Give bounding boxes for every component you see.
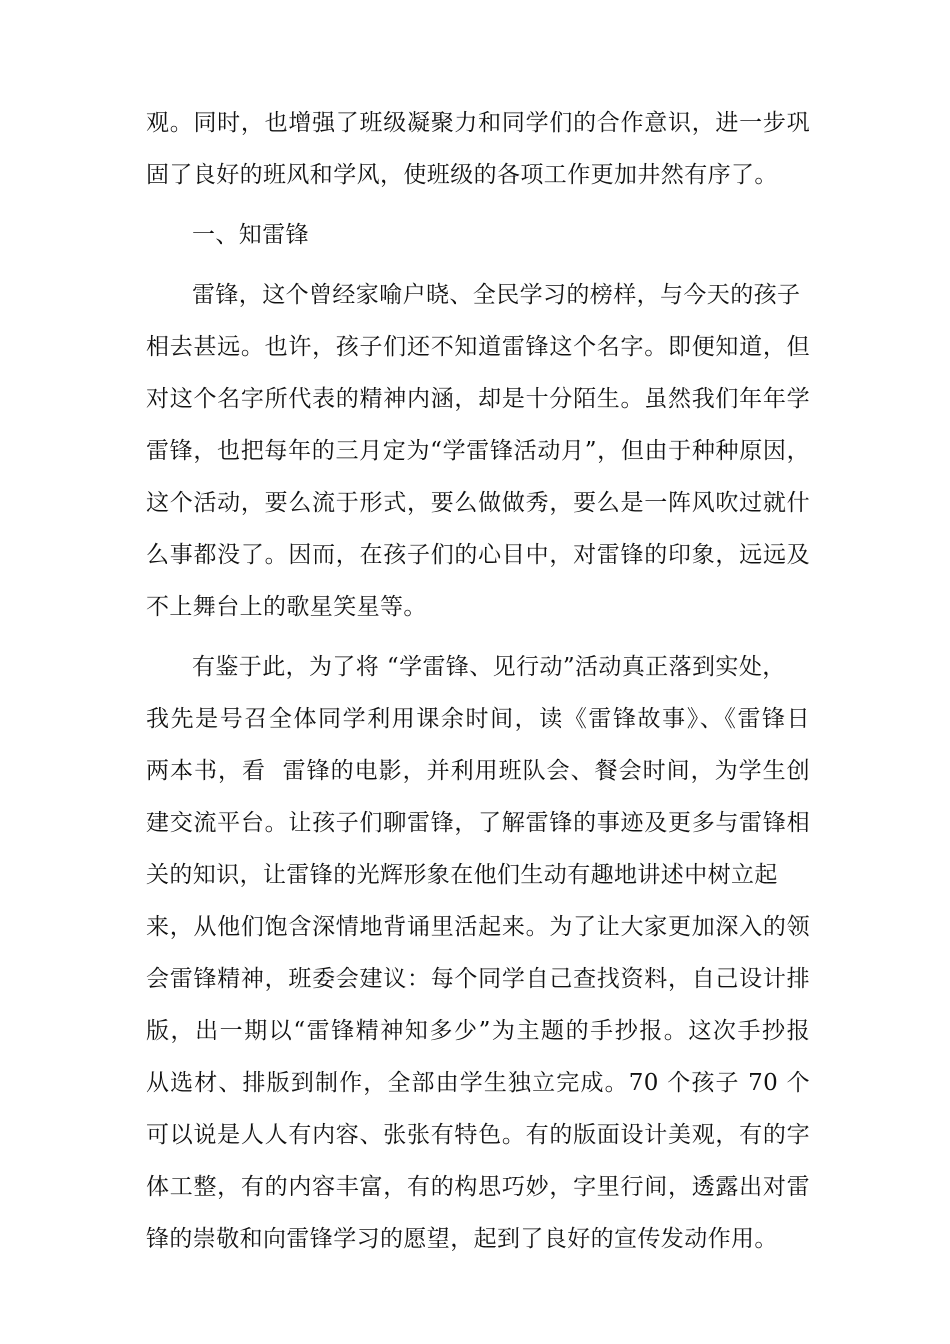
text-line: 相去甚远。也许，孩子们还不知道雷锋这个名字。即便知道，但 <box>146 334 810 360</box>
text-line: 雷锋，这个曾经家喻户晓、全民学习的榜样，与今天的孩子 <box>192 282 801 308</box>
intro-paragraph <box>146 97 810 201</box>
text-line: 可以说是人人有内容、张张有特色。有的版面设计美观，有的字 <box>146 1122 810 1148</box>
text-line: 从选材、排版到制作，全部由学生独立完成。70 个孩子 70 个 <box>146 1070 810 1096</box>
paragraph-know-leifeng <box>146 269 810 633</box>
paragraph-activities <box>146 641 810 1265</box>
document-page <box>146 97 810 1265</box>
text-line: 对这个名字所代表的精神内涵，却是十分陌生。虽然我们年年学 <box>146 386 810 412</box>
text-line: 关的知识，让雷锋的光辉形象在他们生动有趣地讲述中树立起 <box>146 862 778 888</box>
text-line: 雷锋，也把每年的三月定为“学雷锋活动月”，但由于种种原因， <box>146 438 810 464</box>
section-heading <box>146 209 810 261</box>
text-line: 不上舞台上的歌星笑星等。 <box>146 594 427 620</box>
text-line: 锋的崇敬和向雷锋学习的愿望，起到了良好的宣传发动作用。 <box>146 1226 778 1252</box>
text-line: 观。同时，也增强了班级凝聚力和同学们的合作意识，进一步巩 <box>146 110 810 136</box>
text-line: 么事都没了。因而，在孩子们的心目中，对雷锋的印象，远远及 <box>146 542 810 568</box>
text-line: 会雷锋精神，班委会建议：每个同学自己查找资料，自己设计排 <box>146 966 810 992</box>
heading-text: 一、知雷锋 <box>192 222 309 248</box>
text-line: 有鉴于此，为了将 “学雷锋、见行动”活动真正落到实处， <box>192 654 786 680</box>
text-line: 体工整，有的内容丰富，有的构思巧妙，字里行间，透露出对雷 <box>146 1174 810 1200</box>
text-line: 固了良好的班风和学风，使班级的各项工作更加井然有序了。 <box>146 162 778 188</box>
text-line: 建交流平台。让孩子们聊雷锋，了解雷锋的事迹及更多与雷锋相 <box>146 810 810 836</box>
text-line: 我先是号召全体同学利用课余时间，读《雷锋故事》、《雷锋日 <box>146 706 810 732</box>
text-line: 两本书，看 雷锋的电影，并利用班队会、餐会时间，为学生创 <box>146 758 810 784</box>
text-line: 来，从他们饱含深情地背诵里活起来。为了让大家更加深入的领 <box>146 914 810 940</box>
text-line: 这个活动，要么流于形式，要么做做秀，要么是一阵风吹过就什 <box>146 490 810 516</box>
text-line: 版，出一期以“雷锋精神知多少”为主题的手抄报。这次手抄报 <box>146 1018 810 1044</box>
